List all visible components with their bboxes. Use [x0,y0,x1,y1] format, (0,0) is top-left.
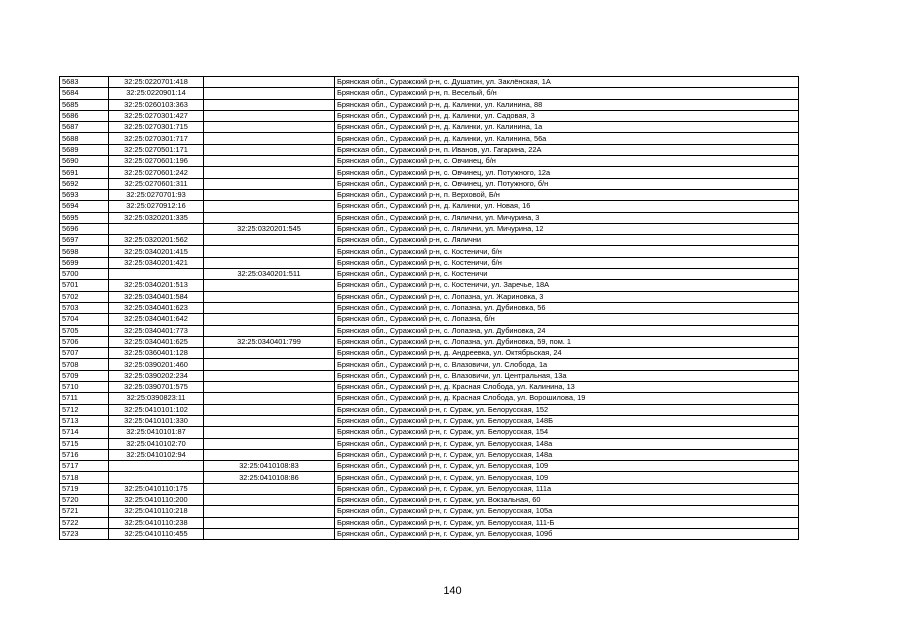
address-cell: Брянская обл., Суражский р-н, г. Сураж, ул. Белорусская, 152 [335,404,799,415]
cadastral-number-cell: 32:25:0410110:175 [109,483,204,494]
address-cell: Брянская обл., Суражский р-н, с. Костеничи, б/н [335,246,799,257]
row-number-cell: 5719 [60,483,109,494]
related-cadastral-number-cell: 32:25:0340201:511 [204,269,335,280]
cadastral-number-cell: 32:25:0320201:335 [109,212,204,223]
row-number-cell: 5716 [60,449,109,460]
related-cadastral-number-cell [204,314,335,325]
address-cell: Брянская обл., Суражский р-н, г. Сураж, ул. Белорусская, 148а [335,449,799,460]
row-number-cell: 5706 [60,336,109,347]
row-number-cell: 5714 [60,427,109,438]
table-row [60,494,799,505]
related-cadastral-number-cell [204,528,335,539]
address-cell: Брянская обл., Суражский р-н, с. Лопазна, ул. Жариновка, 3 [335,291,799,302]
address-cell: Брянская обл., Суражский р-н, с. Лялични [335,235,799,246]
row-number-cell: 5722 [60,517,109,528]
address-cell: Брянская обл., Суражский р-н, с. Душатин, ул. Заклёнская, 1А [335,77,799,88]
address-cell: Брянская обл., Суражский р-н, с. Лялични, ул. Мичурина, 12 [335,223,799,234]
cadastral-number-cell: 32:25:0270601:311 [109,178,204,189]
address-cell: Брянская обл., Суражский р-н, д. Калинки, ул. Новая, 16 [335,201,799,212]
table-row [60,325,799,336]
related-cadastral-number-cell [204,167,335,178]
address-cell: Брянская обл., Суражский р-н, с. Лопазна, ул. Дубиновка, 56 [335,302,799,313]
related-cadastral-number-cell [204,201,335,212]
row-number-cell: 5723 [60,528,109,539]
address-cell: Брянская обл., Суражский р-н, г. Сураж, ул. Белорусская, 154 [335,427,799,438]
address-cell: Брянская обл., Суражский р-н, с. Лялични, ул. Мичурина, 3 [335,212,799,223]
table-row [60,212,799,223]
table-row [60,528,799,539]
cadastral-number-cell: 32:25:0410102:94 [109,449,204,460]
cadastral-number-cell: 32:25:0390202:234 [109,370,204,381]
related-cadastral-number-cell [204,110,335,121]
table-row [60,348,799,359]
table-row [60,393,799,404]
address-cell: Брянская обл., Суражский р-н, с. Костеничи [335,269,799,280]
related-cadastral-number-cell [204,517,335,528]
address-cell: Брянская обл., Суражский р-н, г. Сураж, ул. Белорусская, 148а [335,438,799,449]
table-row [60,257,799,268]
cadastral-number-cell: 32:25:0340401:584 [109,291,204,302]
cadastral-number-cell: 32:25:0410110:218 [109,506,204,517]
cadastral-number-cell: 32:25:0410110:238 [109,517,204,528]
related-cadastral-number-cell [204,438,335,449]
cadastral-number-cell: 32:25:0270501:171 [109,144,204,155]
address-cell: Брянская обл., Суражский р-н, с. Костеничи, ул. Заречье, 18А [335,280,799,291]
related-cadastral-number-cell [204,189,335,200]
related-cadastral-number-cell [204,415,335,426]
cadastral-number-cell: 32:25:0340201:415 [109,246,204,257]
cadastral-number-cell: 32:25:0410110:200 [109,494,204,505]
table-row [60,461,799,472]
address-cell: Брянская обл., Суражский р-н, с. Влазовичи, ул. Центральная, 13а [335,370,799,381]
address-cell: Брянская обл., Суражский р-н, с. Овчинец, ул. Потужного, б/н [335,178,799,189]
row-number-cell: 5712 [60,404,109,415]
cadastral-number-cell: 32:25:0340201:421 [109,257,204,268]
table-row [60,189,799,200]
table-row [60,404,799,415]
related-cadastral-number-cell [204,302,335,313]
cadastral-number-cell: 32:25:0270601:242 [109,167,204,178]
cadastral-number-cell [109,223,204,234]
address-cell: Брянская обл., Суражский р-н, д. Калинки, ул. Калинина, 1а [335,122,799,133]
table-row [60,280,799,291]
cadastral-number-cell: 32:25:0270601:196 [109,156,204,167]
address-cell: Брянская обл., Суражский р-н, с. Лопазна, ул. Дубиновка, 24 [335,325,799,336]
related-cadastral-number-cell [204,506,335,517]
related-cadastral-number-cell [204,449,335,460]
table-row [60,449,799,460]
row-number-cell: 5707 [60,348,109,359]
table-row [60,415,799,426]
cadastral-number-cell: 32:25:0320201:562 [109,235,204,246]
row-number-cell: 5718 [60,472,109,483]
table-row [60,133,799,144]
table-row [60,99,799,110]
related-cadastral-number-cell: 32:25:0410108:86 [204,472,335,483]
row-number-cell: 5685 [60,99,109,110]
related-cadastral-number-cell [204,494,335,505]
cadastral-number-cell: 32:25:0270912:16 [109,201,204,212]
table-row [60,382,799,393]
related-cadastral-number-cell [204,88,335,99]
cadastral-number-cell: 32:25:0220901:14 [109,88,204,99]
row-number-cell: 5705 [60,325,109,336]
cadastral-number-cell: 32:25:0410110:455 [109,528,204,539]
related-cadastral-number-cell [204,393,335,404]
table-row [60,370,799,381]
related-cadastral-number-cell [204,483,335,494]
address-cell: Брянская обл., Суражский р-н, п. Иванов, ул. Гагарина, 22А [335,144,799,155]
registry-table [59,76,799,540]
related-cadastral-number-cell [204,257,335,268]
row-number-cell: 5704 [60,314,109,325]
cadastral-number-cell: 32:25:0340401:625 [109,336,204,347]
row-number-cell: 5709 [60,370,109,381]
row-number-cell: 5701 [60,280,109,291]
table-row [60,472,799,483]
cadastral-number-cell: 32:25:0220701:418 [109,77,204,88]
row-number-cell: 5698 [60,246,109,257]
related-cadastral-number-cell [204,99,335,110]
address-cell: Брянская обл., Суражский р-н, г. Сураж, ул. Белорусская, 109 [335,461,799,472]
address-cell: Брянская обл., Суражский р-н, д. Красная Слобода, ул. Ворошилова, 19 [335,393,799,404]
row-number-cell: 5708 [60,359,109,370]
table-row [60,122,799,133]
cadastral-number-cell: 32:25:0410101:330 [109,415,204,426]
cadastral-number-cell: 32:25:0410102:70 [109,438,204,449]
address-cell: Брянская обл., Суражский р-н, д. Калинки, ул. Калинина, 88 [335,99,799,110]
cadastral-number-cell: 32:25:0390701:575 [109,382,204,393]
row-number-cell: 5717 [60,461,109,472]
cadastral-number-cell: 32:25:0340401:642 [109,314,204,325]
related-cadastral-number-cell [204,246,335,257]
related-cadastral-number-cell [204,404,335,415]
cadastral-number-cell [109,461,204,472]
table-row [60,269,799,280]
table-row [60,167,799,178]
table-row [60,223,799,234]
address-cell: Брянская обл., Суражский р-н, д. Калинки, ул. Калинина, 56а [335,133,799,144]
address-cell: Брянская обл., Суражский р-н, п. Веселый, б/н [335,88,799,99]
related-cadastral-number-cell [204,382,335,393]
table-row [60,144,799,155]
address-cell: Брянская обл., Суражский р-н, г. Сураж, ул. Белорусская, 109 [335,472,799,483]
related-cadastral-number-cell [204,427,335,438]
address-cell: Брянская обл., Суражский р-н, г. Сураж, ул. Вокзальная, 60 [335,494,799,505]
cadastral-number-cell: 32:25:0270301:427 [109,110,204,121]
table-row [60,483,799,494]
cadastral-number-cell: 32:25:0390823:11 [109,393,204,404]
table-row [60,110,799,121]
table-row [60,438,799,449]
related-cadastral-number-cell [204,144,335,155]
cadastral-number-cell: 32:25:0410101:87 [109,427,204,438]
row-number-cell: 5710 [60,382,109,393]
cadastral-number-cell [109,472,204,483]
cadastral-number-cell: 32:25:0270301:715 [109,122,204,133]
row-number-cell: 5715 [60,438,109,449]
cadastral-number-cell: 32:25:0270701:93 [109,189,204,200]
related-cadastral-number-cell [204,235,335,246]
row-number-cell: 5697 [60,235,109,246]
table-row [60,201,799,212]
row-number-cell: 5688 [60,133,109,144]
related-cadastral-number-cell [204,133,335,144]
address-cell: Брянская обл., Суражский р-н, г. Сураж, ул. Белорусская, 109б [335,528,799,539]
related-cadastral-number-cell [204,348,335,359]
table-row [60,178,799,189]
row-number-cell: 5683 [60,77,109,88]
address-cell: Брянская обл., Суражский р-н, с. Лопазна, б/н [335,314,799,325]
row-number-cell: 5692 [60,178,109,189]
row-number-cell: 5691 [60,167,109,178]
cadastral-number-cell: 32:25:0340401:623 [109,302,204,313]
row-number-cell: 5689 [60,144,109,155]
table-row [60,427,799,438]
address-cell: Брянская обл., Суражский р-н, г. Сураж, ул. Белорусская, 105а [335,506,799,517]
registry-table-body [60,77,799,540]
row-number-cell: 5721 [60,506,109,517]
row-number-cell: 5693 [60,189,109,200]
table-row [60,77,799,88]
related-cadastral-number-cell [204,280,335,291]
related-cadastral-number-cell: 32:25:0320201:545 [204,223,335,234]
related-cadastral-number-cell [204,212,335,223]
table-row [60,291,799,302]
address-cell: Брянская обл., Суражский р-н, с. Влазовичи, ул. Слобода, 1а [335,359,799,370]
address-cell: Брянская обл., Суражский р-н, с. Овчинец, б/н [335,156,799,167]
cadastral-number-cell: 32:25:0390201:460 [109,359,204,370]
cadastral-number-cell: 32:25:0360401:128 [109,348,204,359]
row-number-cell: 5684 [60,88,109,99]
address-cell: Брянская обл., Суражский р-н, г. Сураж, ул. Белорусская, 111-Б [335,517,799,528]
address-cell: Брянская обл., Суражский р-н, с. Овчинец, ул. Потужного, 12а [335,167,799,178]
address-cell: Брянская обл., Суражский р-н, г. Сураж, ул. Белорусская, 148Б [335,415,799,426]
related-cadastral-number-cell [204,122,335,133]
row-number-cell: 5720 [60,494,109,505]
page-number: 140 [443,585,462,597]
row-number-cell: 5695 [60,212,109,223]
row-number-cell: 5694 [60,201,109,212]
related-cadastral-number-cell [204,370,335,381]
table-row [60,235,799,246]
table-row [60,88,799,99]
row-number-cell: 5686 [60,110,109,121]
row-number-cell: 5700 [60,269,109,280]
address-cell: Брянская обл., Суражский р-н, г. Сураж, ул. Белорусская, 111а [335,483,799,494]
related-cadastral-number-cell [204,77,335,88]
table-row [60,246,799,257]
address-cell: Брянская обл., Суражский р-н, д. Андреевка, ул. Октябрьская, 24 [335,348,799,359]
related-cadastral-number-cell [204,178,335,189]
related-cadastral-number-cell [204,156,335,167]
row-number-cell: 5711 [60,393,109,404]
cadastral-number-cell: 32:25:0340401:773 [109,325,204,336]
row-number-cell: 5702 [60,291,109,302]
address-cell: Брянская обл., Суражский р-н, д. Калинки, ул. Садовая, 3 [335,110,799,121]
related-cadastral-number-cell [204,291,335,302]
row-number-cell: 5703 [60,302,109,313]
address-cell: Брянская обл., Суражский р-н, с. Костеничи, б/н [335,257,799,268]
table-row [60,314,799,325]
table-row [60,359,799,370]
row-number-cell: 5713 [60,415,109,426]
address-cell: Брянская обл., Суражский р-н, д. Красная Слобода, ул. Калинина, 13 [335,382,799,393]
row-number-cell: 5687 [60,122,109,133]
cadastral-number-cell: 32:25:0340201:513 [109,280,204,291]
related-cadastral-number-cell [204,325,335,336]
related-cadastral-number-cell: 32:25:0410108:83 [204,461,335,472]
table-row [60,336,799,347]
address-cell: Брянская обл., Суражский р-н, п. Верховой, Б/н [335,189,799,200]
row-number-cell: 5699 [60,257,109,268]
cadastral-number-cell: 32:25:0410101:102 [109,404,204,415]
cadastral-number-cell [109,269,204,280]
table-row [60,302,799,313]
cadastral-number-cell: 32:25:0270301:717 [109,133,204,144]
table-row [60,517,799,528]
address-cell: Брянская обл., Суражский р-н, с. Лопазна, ул. Дубиновка, 59, пом. 1 [335,336,799,347]
row-number-cell: 5696 [60,223,109,234]
related-cadastral-number-cell: 32:25:0340401:799 [204,336,335,347]
table-row [60,506,799,517]
cadastral-number-cell: 32:25:0260103:363 [109,99,204,110]
row-number-cell: 5690 [60,156,109,167]
table-row [60,156,799,167]
related-cadastral-number-cell [204,359,335,370]
